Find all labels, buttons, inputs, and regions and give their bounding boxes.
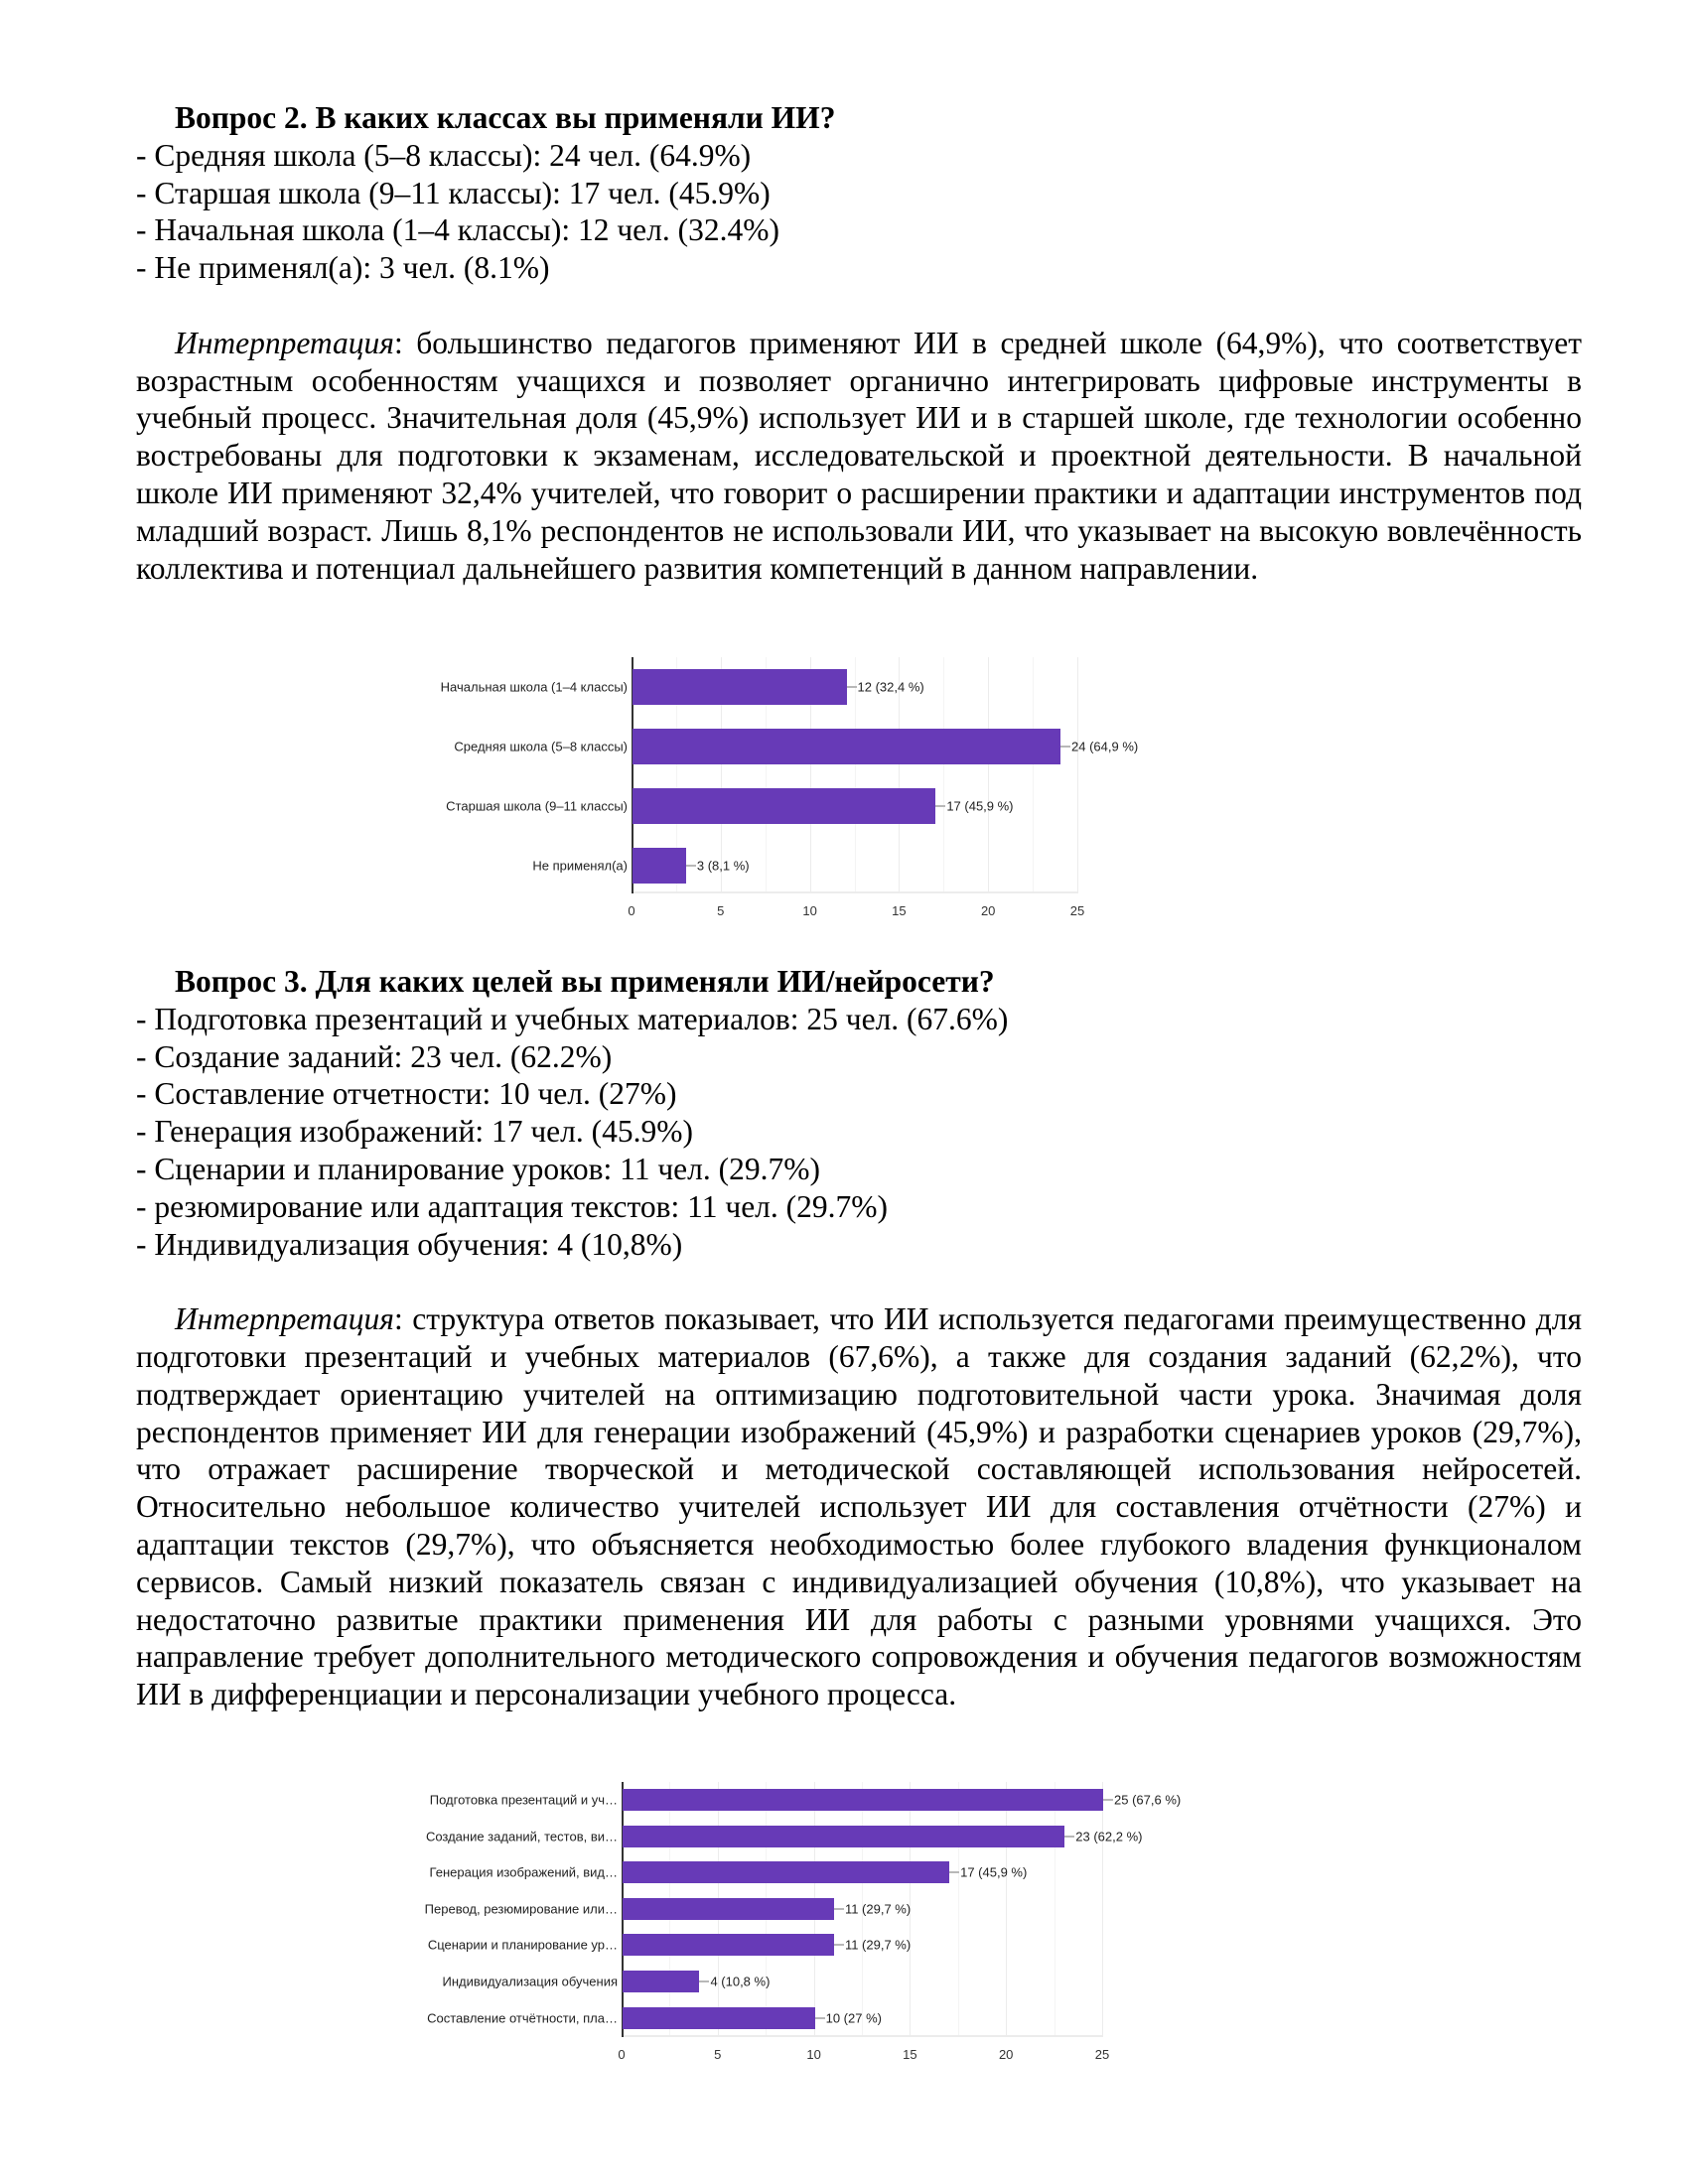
question-2-section	[136, 99, 1582, 587]
bar	[623, 1861, 949, 1883]
category-label: Генерация изображений, вид…	[429, 1864, 618, 1880]
x-tick-label: 0	[618, 2047, 626, 2062]
x-tick-label: 25	[1069, 903, 1085, 918]
category-label: Составление отчётности, пла…	[427, 2010, 618, 2026]
bar	[633, 729, 1060, 764]
bar	[623, 1826, 1064, 1847]
x-tick-label: 5	[714, 2047, 722, 2062]
value-label: 12 (32,4 %)	[857, 679, 924, 695]
bar	[623, 2007, 815, 2029]
q3-bullet: - Создание заданий: 23 чел. (62.2%)	[136, 1038, 613, 1074]
interpretation-text: : структура ответов показывает, что ИИ используется педагогами преимущественно для подготовки презентаций и учебных материалов (67,6%), а также для создания заданий (62,2%), что подтверждает ориентацию учителей на оптимизацию подготовительной части урока. Значимая доля респондентов применяет ИИ для генерации изображений (45,9%) и разработки сценариев уроков (29,7%), что отражает расширение творческой и методической составляющей использования нейросетей. Относительно небольшое количество учителей использует ИИ для составления отчётности (27%) и адаптации текстов (29,7%), что объясняется необходимостью более глубокого владения функционалом сервисов. Самый низкий показатель связан с индивидуализацией обучения (10,8%), что указывает на недостаточно развитые практики применения ИИ для работы с разными уровнями учащихся. Это направление требует дополнительного методического сопровождения и обучения педагогов возможностям ИИ в дифференциации и персонализации учебного процесса.	[136, 1301, 1582, 1712]
gridline	[1033, 657, 1034, 893]
plot-area	[424, 1782, 1182, 2062]
category-label: Старшая школа (9–11 классы)	[446, 798, 628, 814]
x-axis-line	[622, 2035, 1102, 2037]
question-3-section	[136, 963, 1582, 1713]
gridline	[1006, 1782, 1007, 2037]
q2-bullet: - Не применял(а): 3 чел. (8.1%)	[136, 250, 550, 286]
label-leader-line	[834, 1908, 844, 1910]
x-tick-label: 5	[717, 903, 725, 918]
q3-bullet: - Подготовка презентаций и учебных материалов: 25 чел. (67.6%)	[136, 1001, 1009, 1036]
gridline	[1102, 1782, 1103, 2037]
q2-bullet: - Старшая школа (9–11 классы): 17 чел. (45.9%)	[136, 175, 771, 210]
q2-bullet: - Средняя школа (5–8 классы): 24 чел. (64.9%)	[136, 137, 752, 173]
gridline	[855, 657, 856, 893]
category-label: Не применял(а)	[532, 858, 628, 874]
bar	[633, 848, 686, 884]
x-tick-label: 15	[903, 2047, 917, 2062]
label-leader-line	[949, 1871, 959, 1873]
q2-bullet: - Начальная школа (1–4 классы): 12 чел. (32.4%)	[136, 212, 779, 248]
bar	[623, 1934, 834, 1956]
value-label: 24 (64,9 %)	[1071, 739, 1139, 754]
category-label: Индивидуализация обучения	[442, 1974, 618, 1989]
label-leader-line	[847, 686, 857, 688]
label-leader-line	[1064, 1836, 1074, 1838]
x-tick-label: 20	[998, 2047, 1014, 2062]
label-leader-line	[935, 805, 945, 807]
label-leader-line	[699, 1980, 709, 1982]
value-label: 17 (45,9 %)	[960, 1864, 1028, 1880]
bar	[623, 1789, 1103, 1811]
category-label: Средняя школа (5–8 классы)	[454, 739, 628, 754]
interpretation-label: Интерпретация	[175, 325, 394, 360]
q3-bullet: - Сценарии и планирование уроков: 11 чел. (29.7%)	[136, 1151, 820, 1186]
plot-area	[440, 657, 1139, 918]
category-label: Подготовка презентаций и уч…	[429, 1792, 618, 1808]
value-label: 11 (29,7 %)	[844, 1937, 912, 1953]
bar	[623, 1971, 699, 1992]
x-tick-label: 10	[802, 903, 817, 918]
interpretation-label: Интерпретация	[175, 1301, 394, 1337]
q3-interpretation	[136, 1300, 1582, 1713]
question-2-heading: Вопрос 2. В каких классах вы применяли ИИ?	[175, 100, 836, 135]
category-label: Перевод, резюмирование или…	[424, 1901, 618, 1917]
value-label: 3 (8,1 %)	[696, 858, 750, 874]
bar	[623, 1898, 834, 1920]
gridline	[988, 657, 989, 893]
x-tick-label: 10	[806, 2047, 821, 2062]
label-leader-line	[1060, 746, 1070, 748]
category-label: Начальная школа (1–4 классы)	[440, 679, 628, 695]
x-tick-label: 15	[892, 903, 907, 918]
value-label: 25 (67,6 %)	[1114, 1792, 1182, 1808]
bar	[633, 669, 847, 705]
value-label: 11 (29,7 %)	[844, 1901, 912, 1917]
x-tick-label: 0	[628, 903, 635, 918]
question-3-heading: Вопрос 3. Для каких целей вы применяли ИИ/нейросети?	[175, 964, 995, 999]
x-tick-label: 20	[980, 903, 996, 918]
x-axis-line	[632, 891, 1077, 893]
q3-bullet: - Индивидуализация обучения: 4 (10,8%)	[136, 1226, 683, 1262]
value-label: 23 (62,2 %)	[1075, 1829, 1143, 1844]
q3-bullet: - резюмирование или адаптация текстов: 11 чел. (29.7%)	[136, 1188, 888, 1224]
q3-bullet: - Составление отчетности: 10 чел. (27%)	[136, 1076, 677, 1112]
value-label: 10 (27 %)	[825, 2010, 882, 2026]
interpretation-text: : большинство педагогов применяют ИИ в средней школе (64,9%), что соответствует возрастным особенностям учащихся и позволяет органично интегрировать цифровые инструменты в учебный процесс. Значительная доля (45,9%) использует ИИ и в старшей школе, где технологии особенно востребованы для подготовки к экзаменам, исследовательской и проектной деятельности. В начальной школе ИИ применяют 32,4% учителей, что говорит о расширении практики и адаптации инструментов под младший возраст. Лишь 8,1% респондентов не использовали ИИ, что указывает на высокую вовлечённость коллектива и потенциал дальнейшего развития компетенций в данном направлении.	[136, 325, 1582, 586]
label-leader-line	[834, 1944, 844, 1946]
category-label: Создание заданий, тестов, ви…	[425, 1829, 618, 1844]
value-label: 17 (45,9 %)	[946, 798, 1014, 814]
label-leader-line	[1103, 1799, 1113, 1801]
gridline	[1077, 657, 1078, 893]
label-leader-line	[815, 2017, 825, 2019]
q3-bullet: - Генерация изображений: 17 чел. (45.9%)	[136, 1114, 693, 1150]
category-label: Сценарии и планирование ур…	[427, 1937, 618, 1953]
x-tick-label: 25	[1094, 2047, 1110, 2062]
label-leader-line	[686, 865, 696, 867]
q2-interpretation	[136, 325, 1582, 588]
gridline	[958, 1782, 959, 2037]
gridline	[943, 657, 944, 893]
bar	[633, 788, 935, 824]
value-label: 4 (10,8 %)	[710, 1974, 771, 1989]
